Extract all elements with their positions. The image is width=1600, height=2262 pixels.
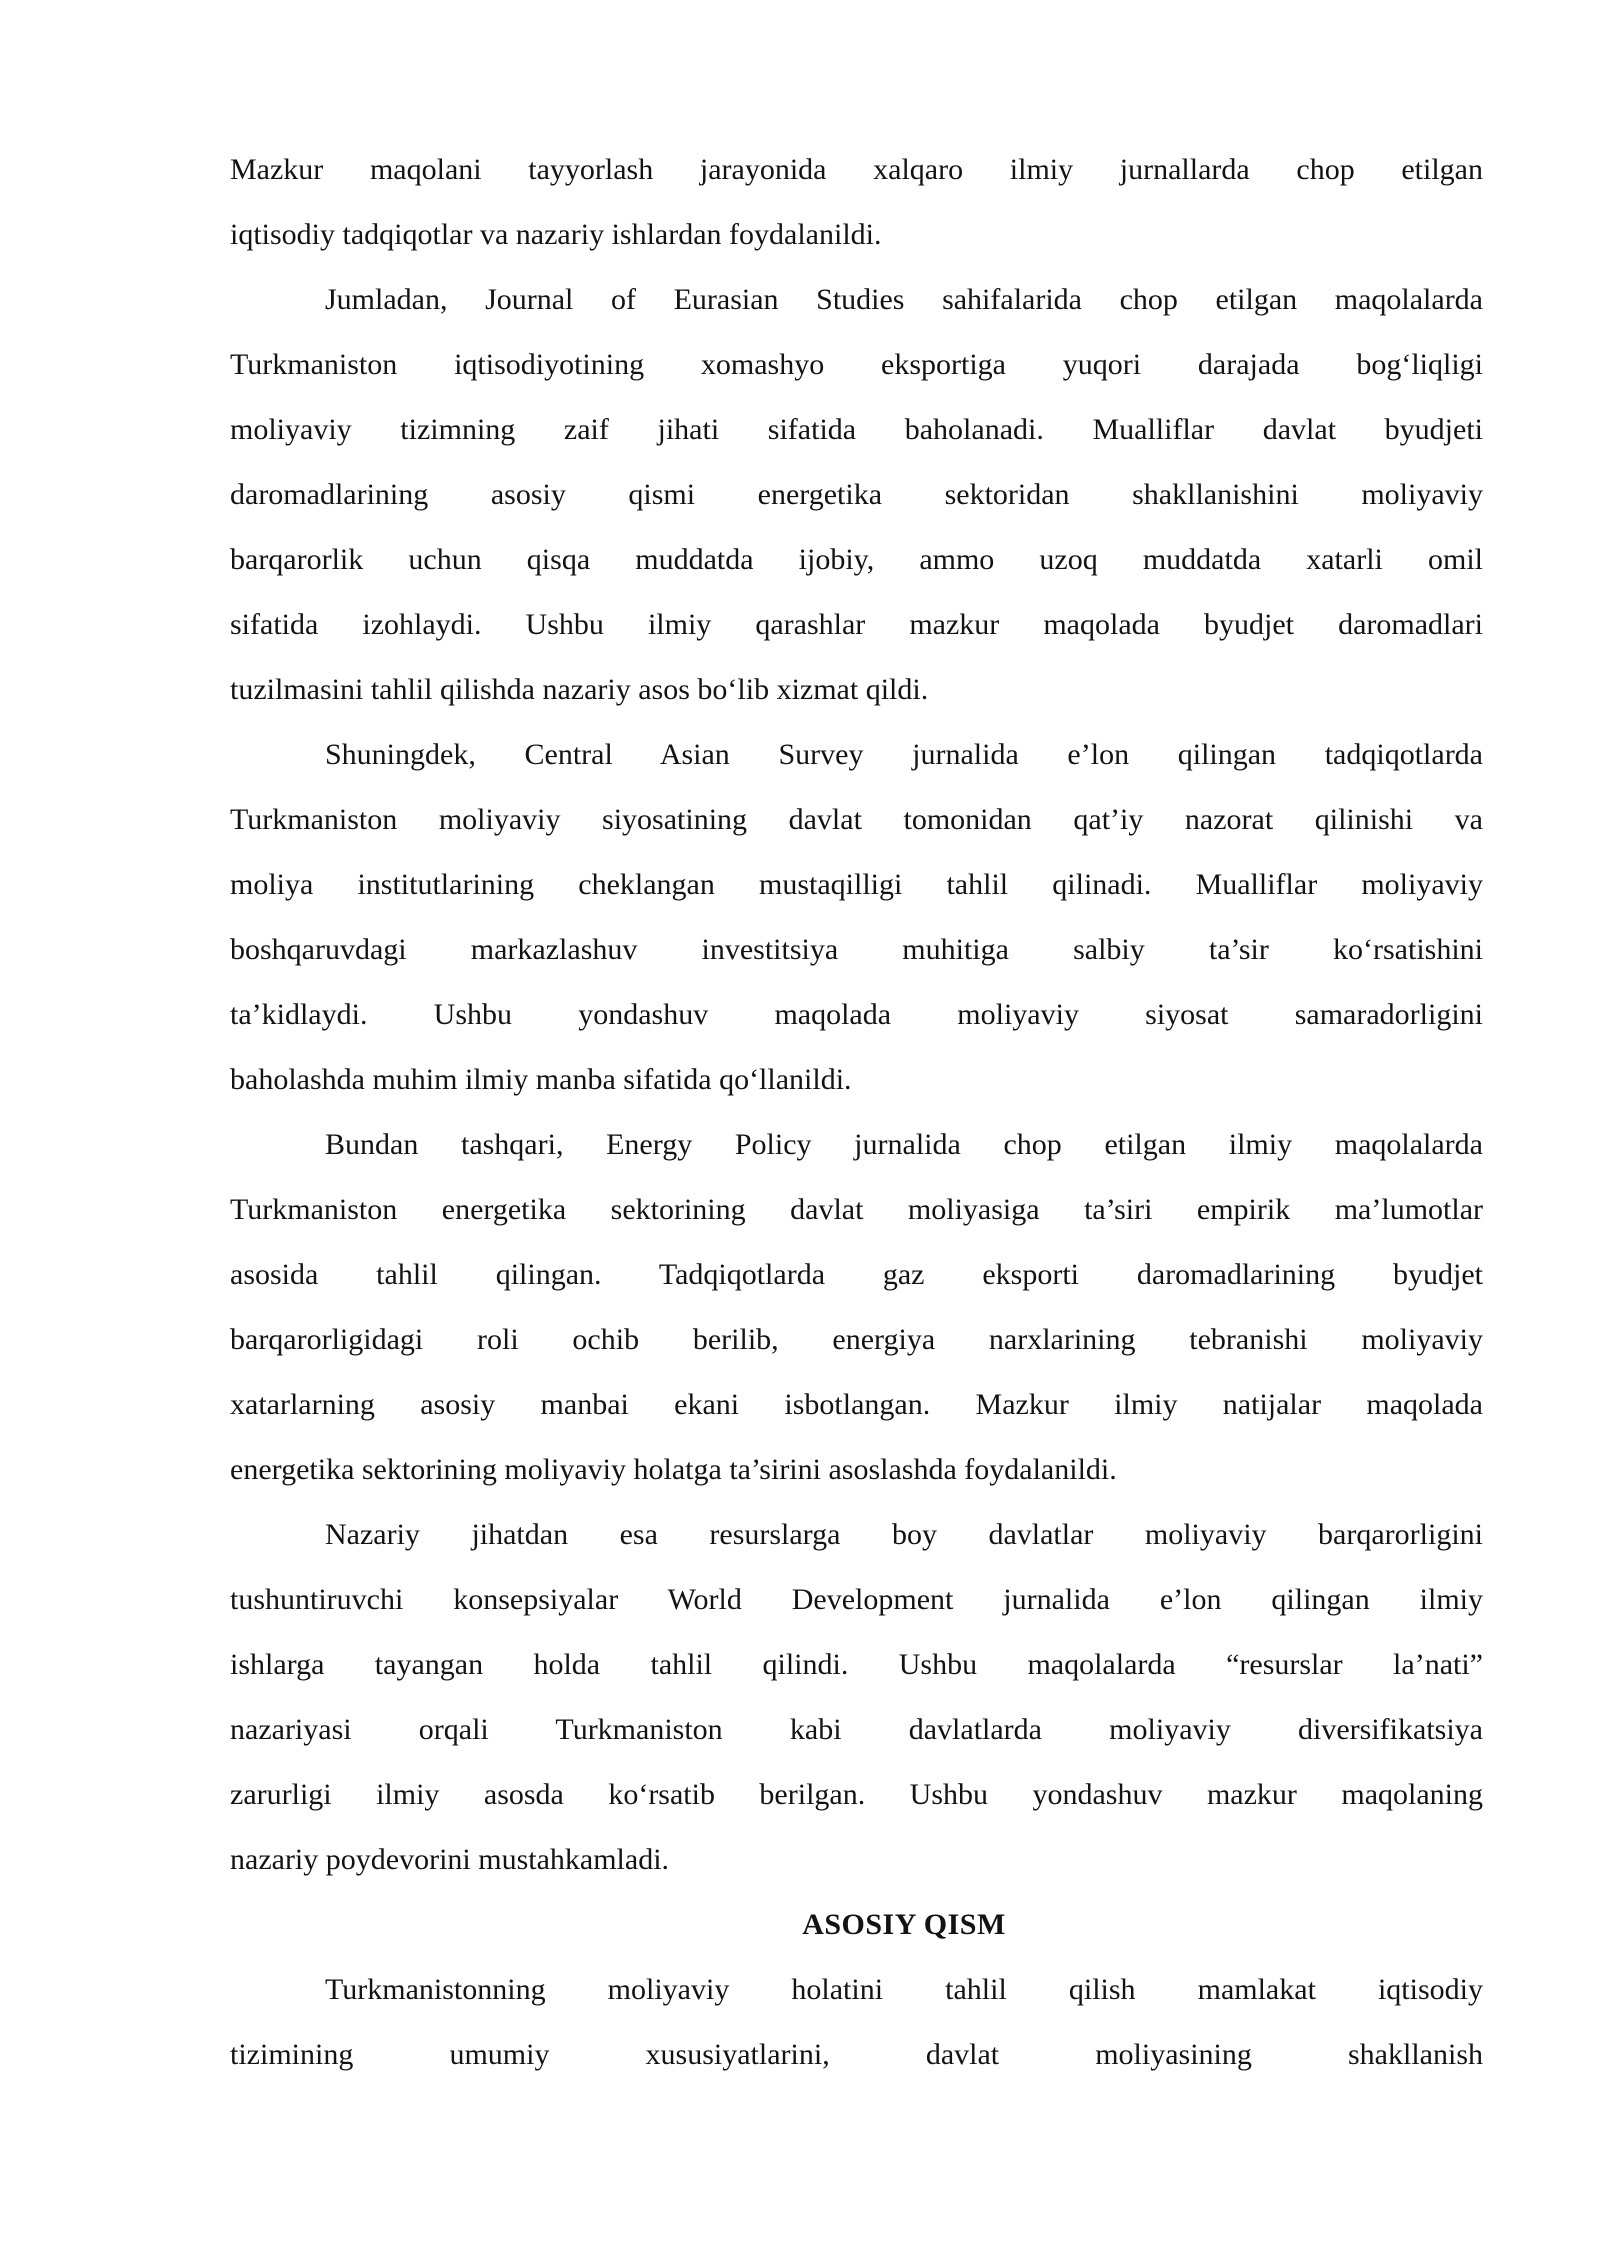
text-line: nazariy poydevorini mustahkamladi. [230,1843,670,1876]
text-line: nazariyasi orqali Turkmaniston kabi davlatlarda moliyaviy diversifikatsiya [230,1713,1483,1746]
text-line: asosida tahlil qilingan. Tadqiqotlarda gaz eksporti daromadlarining byudjet [230,1258,1483,1291]
text-line: ishlarga tayangan holda tahlil qilindi. Ushbu maqolalarda “resurslar la’nati” [230,1648,1483,1681]
text-line: moliyaviy tizimning zaif jihati sifatida baholanadi. Mualliflar davlat byudjeti [230,413,1483,446]
document-body [230,137,1483,2087]
text-line: Nazariy jihatdan esa resurslarga boy davlatlar moliyaviy barqarorligini [325,1518,1483,1551]
text-line: boshqaruvdagi markazlashuv investitsiya muhitiga salbiy ta’sir koʻrsatishini [230,933,1483,966]
text-line: baholashda muhim ilmiy manba sifatida qoʻllanildi. [230,1063,852,1096]
text-line: zarurligi ilmiy asosda koʻrsatib berilgan. Ushbu yondashuv mazkur maqolaning [230,1778,1483,1811]
text-line: Bundan tashqari, Energy Policy jurnalida chop etilgan ilmiy maqolalarda [325,1128,1483,1161]
text-line: Shuningdek, Central Asian Survey jurnalida e’lon qilingan tadqiqotlarda [325,738,1483,771]
text-line: Jumladan, Journal of Eurasian Studies sahifalarida chop etilgan maqolalarda [325,283,1483,316]
text-line: Turkmanistonning moliyaviy holatini tahlil qilish mamlakat iqtisodiy [325,1973,1483,2006]
text-line: Turkmaniston iqtisodiyotining xomashyo eksportiga yuqori darajada bogʻliqligi [230,348,1483,381]
text-line: barqarorlik uchun qisqa muddatda ijobiy, ammo uzoq muddatda xatarli omil [230,543,1483,576]
text-line: barqarorligidagi roli ochib berilib, energiya narxlarining tebranishi moliyaviy [230,1323,1483,1356]
text-line: daromadlarining asosiy qismi energetika sektoridan shakllanishini moliyaviy [230,478,1483,511]
text-line: tizimining umumiy xususiyatlarini, davlat moliyasining shakllanish [230,2038,1483,2071]
text-line: energetika sektorining moliyaviy holatga ta’sirini asoslashda foydalanildi. [230,1453,1117,1486]
text-line: sifatida izohlaydi. Ushbu ilmiy qarashlar mazkur maqolada byudjet daromadlari [230,608,1483,641]
text-line: xatarlarning asosiy manbai ekani isbotlangan. Mazkur ilmiy natijalar maqolada [230,1388,1483,1421]
text-line: Turkmaniston energetika sektorining davlat moliyasiga ta’siri empirik ma’lumotlar [230,1193,1483,1226]
section-heading: ASOSIY QISM [802,1908,1006,1941]
text-line: ta’kidlaydi. Ushbu yondashuv maqolada moliyaviy siyosat samaradorligini [230,998,1483,1031]
text-line: tuzilmasini tahlil qilishda nazariy asos boʻlib xizmat qildi. [230,673,929,706]
text-line: iqtisodiy tadqiqotlar va nazariy ishlardan foydalanildi. [230,218,882,251]
text-line: moliya institutlarining cheklangan mustaqilligi tahlil qilinadi. Mualliflar moliyaviy [230,868,1483,901]
text-line: Turkmaniston moliyaviy siyosatining davlat tomonidan qat’iy nazorat qilinishi va [230,803,1483,836]
text-line: tushuntiruvchi konsepsiyalar World Development jurnalida e’lon qilingan ilmiy [230,1583,1483,1616]
text-line: Mazkur maqolani tayyorlash jarayonida xalqaro ilmiy jurnallarda chop etilgan [230,153,1483,186]
